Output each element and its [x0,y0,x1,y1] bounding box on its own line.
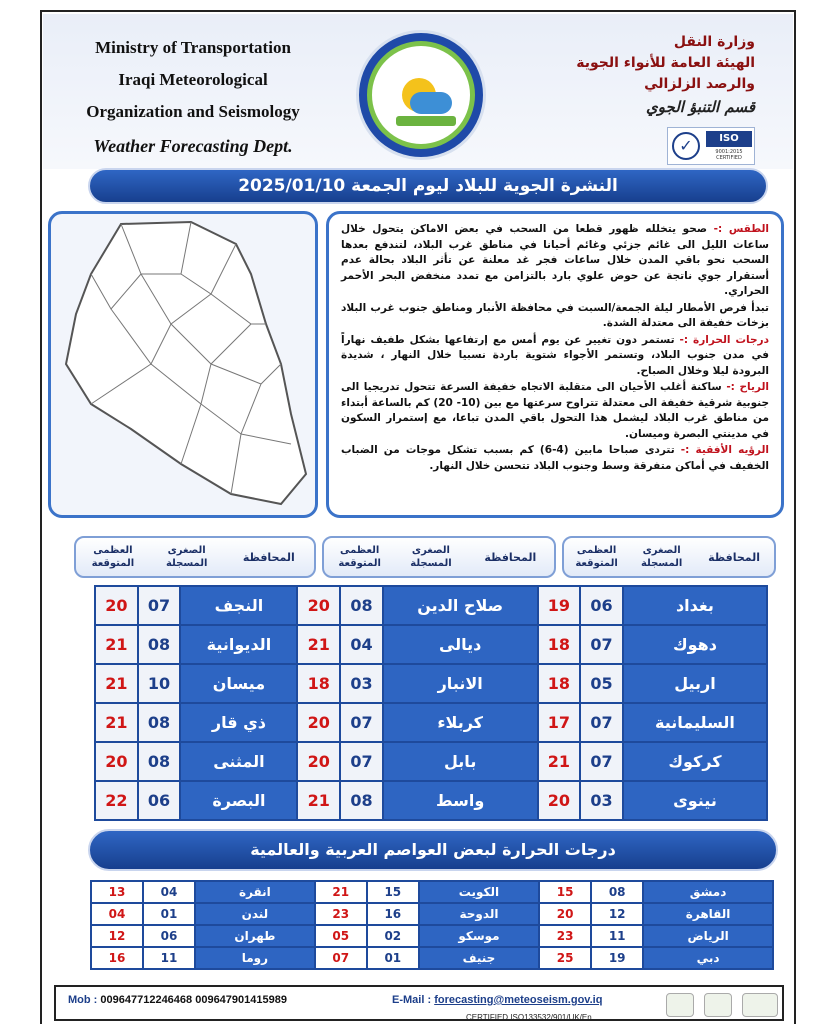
city-cell: المثنى [180,742,297,781]
ar-line-2: الهيئة العامة للأنواء الجوية [576,55,755,71]
land-icon [396,116,456,126]
min-temp-cell: 07 [340,742,383,781]
city-cell: ذي قار [180,703,297,742]
min-temp-cell: 19 [591,947,643,969]
max-temp-cell: 17 [538,703,581,742]
city-cell: البصرة [180,781,297,820]
weather-paragraph [341,222,769,300]
min-temp-cell: 11 [591,925,643,947]
city-cell: واسط [383,781,538,820]
wind-text: ساكنة أغلب الأحيان الى متقلبة الاتجاه خفيفة السرعة تتحول تدريجيا الى جنوبية شرقية خفيفة الى معتدلة تتراوح سرعتها مع بين (10- 20) كم بالساعة أبتداء من مناطق غرب البلاد ليشمل هذا التحول باقي المدن تباعا، مع إستمرار السكون في مدينتي البصرة وميسان. [341,381,770,440]
temp-label: درجات الحرارة :- [679,333,769,346]
table-row [91,947,773,969]
temp-text: تستمر دون تغيير عن يوم أمس مع إرتفاعها بشكل طفيف نهاراً في مدن جنوب البلاد، وتستمر الأجواء شتوية باردة نسبيا خلال النهار ، شديدة البرودة ليلا وخلال الصباح. [341,333,769,377]
min-temp-cell: 08 [138,742,181,781]
column-header-group [322,536,556,578]
header-max: العظمى المتوقعة [575,545,618,569]
local-temperature-table [94,585,768,821]
min-temp-cell: 15 [367,881,419,903]
max-temp-cell: 07 [315,947,367,969]
header-max: العظمى المتوقعة [338,545,381,569]
min-temp-cell: 06 [580,586,623,625]
header-min: الصغرى المسجلة [640,545,683,569]
min-temp-cell: 04 [143,881,195,903]
weather-label: الطقس :- [713,223,769,235]
city-cell: صلاح الدين [383,586,538,625]
english-org-name [43,32,343,164]
max-temp-cell: 21 [538,742,581,781]
city-cell: بابل [383,742,538,781]
arabic-org-name [495,32,755,119]
column-header-group [74,536,316,578]
en-line-2: Iraqi Meteorological [118,70,268,89]
max-temp-cell: 18 [538,625,581,664]
city-cell: دهوك [623,625,767,664]
header-min: الصغرى المسجلة [165,545,208,569]
table-row [95,664,767,703]
table-row [95,586,767,625]
ar-line-1: وزارة النقل [673,34,755,50]
forecast-text [326,211,784,518]
min-temp-cell: 07 [580,742,623,781]
max-temp-cell: 21 [315,881,367,903]
min-temp-cell: 08 [138,625,181,664]
partner-logo-icon [742,993,778,1017]
iraq-map [48,211,318,518]
max-temp-cell: 25 [539,947,591,969]
min-temp-cell: 07 [340,703,383,742]
wind-paragraph [341,380,769,442]
city-cell: نينوى [623,781,767,820]
max-temp-cell: 21 [297,625,340,664]
city-cell: كركوك [623,742,767,781]
column-header-group [562,536,776,578]
header-province: المحافظة [242,550,295,564]
max-temp-cell: 05 [315,925,367,947]
iso-certificate [667,127,755,165]
cloud-icon [410,92,452,114]
table-row [95,742,767,781]
visibility-paragraph [341,443,769,474]
max-temp-cell: 20 [297,742,340,781]
max-temp-cell: 20 [297,586,340,625]
min-temp-cell: 04 [340,625,383,664]
world-title: درجات الحرارة لبعض العواصم العربية والعالمية [88,829,778,871]
table-row [91,881,773,903]
min-temp-cell: 07 [580,703,623,742]
max-temp-cell: 21 [297,781,340,820]
min-temp-cell: 06 [143,925,195,947]
ar-line-3: والرصد الزلزالي [644,76,755,92]
iso-badge: ISO [706,131,752,147]
min-temp-cell: 08 [340,781,383,820]
iso-number: 9001:2015 CERTIFIED [715,149,743,161]
min-temp-cell: 06 [138,781,181,820]
weather-text: صحو يتخلله ظهور قطعا من السحب في بعض الاماكن يتحول خلال ساعات الليل الى غائم جزئي وغائم أحيانا في مناطق غرب البلاد، لتندفع بعدها السحب نحو باقي المدن خلال ساعات فجر غد معلنة عن تأثر البلاد بحالة عدم أستقرار جوي ناتجة عن حوض علوي بارد بالتزامن مع تمدد منخفض البحر الأحمر الحراري. [341,223,769,297]
bulletin-title: النشرة الجوية للبلاد ليوم الجمعة 2025/01/10 [88,168,768,204]
city-cell: بغداد [623,586,767,625]
rain-paragraph: تبدأ فرص الأمطار ليلة الجمعة/السبت في محافظة الأنبار ومناطق جنوب غرب البلاد بزخات خفيفة الى معتدلة الشدة. [341,301,769,329]
min-temp-cell: 08 [138,703,181,742]
table-row [95,703,767,742]
visibility-text: تتردى صباحا مابين (4-6) كم بسبب تشكل موجات من الضباب الخفيف في أماكن متفرقة وسط وجنوب البلاد تتحسن خلال النهار. [341,444,769,472]
max-temp-cell: 19 [538,586,581,625]
city-cell: دبي [643,947,773,969]
mobile-value: 009647712246468 009647901415989 [100,994,287,1006]
en-line-1: Ministry of Transportation [95,38,291,57]
max-temp-cell: 16 [91,947,143,969]
min-temp-cell: 02 [367,925,419,947]
max-temp-cell: 23 [539,925,591,947]
table-row [95,625,767,664]
max-temp-cell: 21 [95,625,138,664]
max-temp-cell: 20 [539,903,591,925]
min-temp-cell: 11 [143,947,195,969]
min-temp-cell: 01 [143,903,195,925]
max-temp-cell: 21 [95,664,138,703]
city-cell: ديالى [383,625,538,664]
max-temp-cell: 22 [95,781,138,820]
city-cell: جنيف [419,947,539,969]
city-cell: الديوانية [180,625,297,664]
mobile-numbers [68,994,287,1006]
map-icon [51,214,315,515]
ar-dept: قسم التنبؤ الجوي [646,98,755,116]
city-cell: الانبار [383,664,538,703]
city-cell: الكويت [419,881,539,903]
email [392,994,602,1006]
max-temp-cell: 18 [538,664,581,703]
header-max: العظمى المتوقعة [91,545,135,569]
min-temp-cell: 16 [367,903,419,925]
city-cell: لندن [195,903,315,925]
table-row [95,781,767,820]
email-label: E-Mail : [392,994,432,1006]
min-temp-cell: 08 [591,881,643,903]
city-cell: السليمانية [623,703,767,742]
check-icon: ✓ [672,132,700,160]
visibility-label: الرؤيه الأفقية :- [680,444,769,456]
header [43,14,793,169]
min-temp-cell: 07 [138,586,181,625]
max-temp-cell: 18 [297,664,340,703]
certificate-text: CERTIFIED ISO133532/901/UK/En [466,1013,592,1022]
city-cell: موسكو [419,925,539,947]
min-temp-cell: 01 [367,947,419,969]
city-cell: الدوحة [419,903,539,925]
city-cell: دمشق [643,881,773,903]
city-cell: روما [195,947,315,969]
table-row [91,903,773,925]
table-row [91,925,773,947]
min-temp-cell: 10 [138,664,181,703]
email-link[interactable]: forecasting@meteoseism.gov.iq [434,994,603,1006]
min-temp-cell: 08 [340,586,383,625]
min-temp-cell: 03 [580,781,623,820]
max-temp-cell: 20 [95,586,138,625]
city-cell: اربيل [623,664,767,703]
city-cell: كربلاء [383,703,538,742]
footer [54,985,784,1021]
wind-label: الرياح :- [726,381,769,393]
temp-paragraph [341,333,769,380]
logo-ring [367,41,475,149]
header-min: الصغرى المسجلة [410,545,452,569]
min-temp-cell: 07 [580,625,623,664]
partner-logo-icon [666,993,694,1017]
max-temp-cell: 20 [297,703,340,742]
city-cell: الرياض [643,925,773,947]
city-cell: النجف [180,586,297,625]
max-temp-cell: 20 [95,742,138,781]
header-province: المحافظة [708,550,761,564]
max-temp-cell: 12 [91,925,143,947]
org-logo [356,30,486,160]
city-cell: القاهرة [643,903,773,925]
mobile-label: Mob : [68,994,98,1006]
city-cell: انقرة [195,881,315,903]
max-temp-cell: 15 [539,881,591,903]
city-cell: ميسان [180,664,297,703]
max-temp-cell: 04 [91,903,143,925]
en-line-3: Organization and Seismology [86,102,300,121]
en-dept: Weather Forecasting Dept. [93,136,293,156]
header-province: المحافظة [484,550,537,564]
min-temp-cell: 05 [580,664,623,703]
max-temp-cell: 21 [95,703,138,742]
partner-logo-icon [704,993,732,1017]
max-temp-cell: 20 [538,781,581,820]
max-temp-cell: 23 [315,903,367,925]
max-temp-cell: 13 [91,881,143,903]
min-temp-cell: 12 [591,903,643,925]
world-temperature-table [90,880,774,970]
min-temp-cell: 03 [340,664,383,703]
city-cell: طهران [195,925,315,947]
